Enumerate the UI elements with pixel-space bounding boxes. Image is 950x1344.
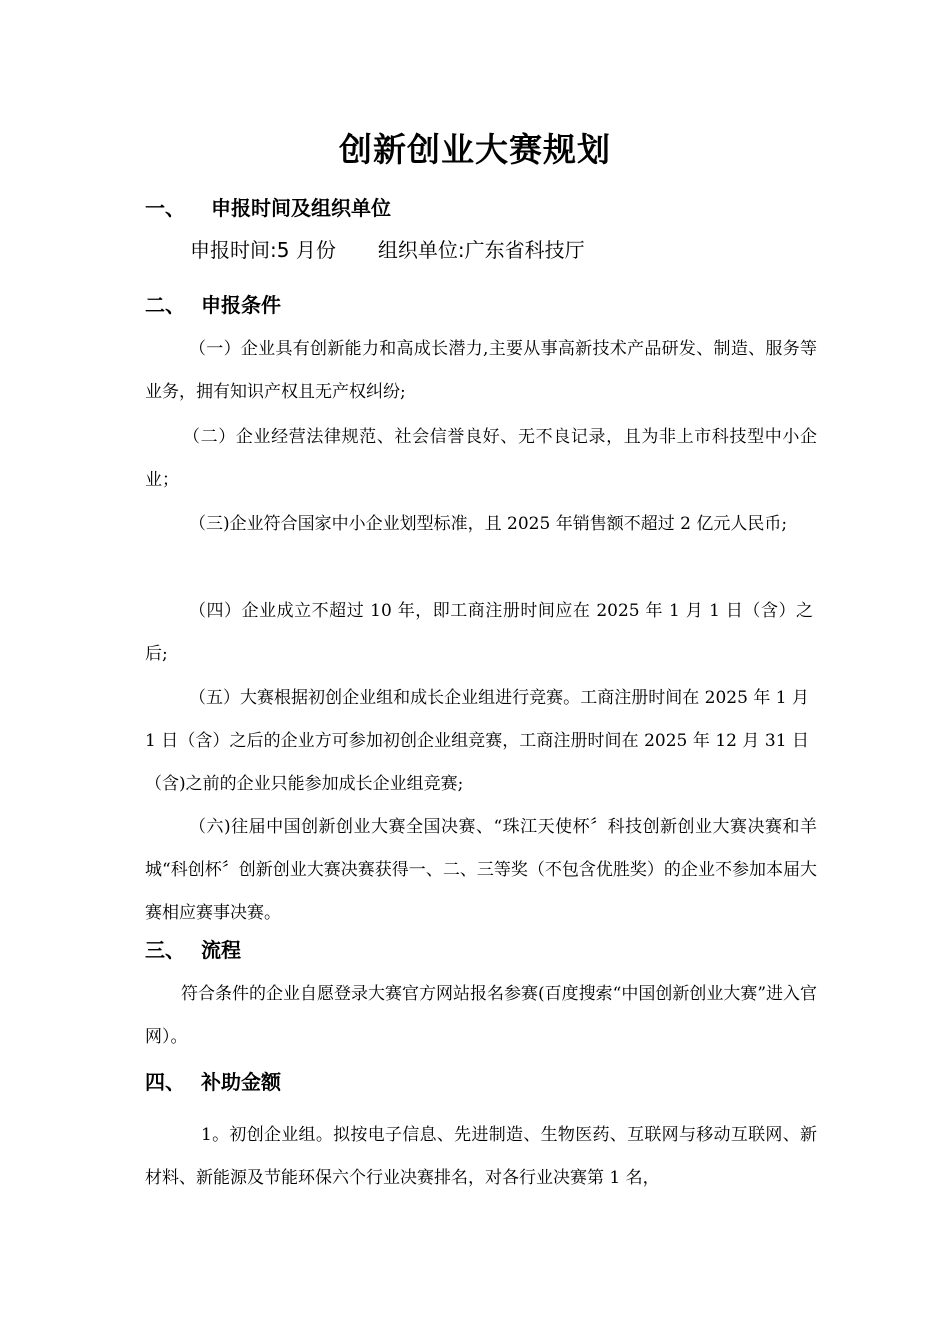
section-title-4: 补助金额 [201,1070,281,1094]
document-title: 创新创业大赛规划 [339,130,611,169]
section-heading-2 [145,290,281,320]
section-heading-4 [145,1067,281,1097]
condition-5: （五）大赛根据初创企业组和成长企业组进行竞赛。工商注册时间在 2025 年 1 月 1 日（含）之后的企业方可参加初创企业组竞赛，工商注册时间在 2025 年 12 月 31 日（含)之前的企业只能参加成长企业组竞赛; [145,688,809,794]
section-title-3: 流程 [201,938,241,962]
condition-3: （三)企业符合国家中小企业划型标准，且 2025 年销售额不超过 2 亿元人民币; [189,514,788,534]
condition-4: （四）企业成立不超过 10 年，即工商注册时间应在 2025 年 1 月 1 日（含）之后; [145,601,813,664]
process-paragraph: 符合条件的企业自愿登录大赛官方网站报名参赛(百度搜索“中国创新创业大赛”进入官网）。 [145,984,818,1047]
condition-1: （一）企业具有创新能力和高成长潜力,主要从事高新技术产品研发、制造、服务等业务，拥有知识产权且无产权纠纷; [145,339,817,402]
section-title-1: 申报时间及组织单位 [211,196,391,220]
section-title-2: 申报条件 [201,293,281,317]
condition-6: （六)往届中国创新创业大赛全国决赛、“珠江天使杯〞科技创新创业大赛决赛和羊城“科创杯〞创新创业大赛决赛获得一、二、三等奖（不包含优胜奖）的企业不参加本届大赛相应赛事决赛。 [145,817,817,923]
funding-paragraph: 1。初创企业组。拟按电子信息、先进制造、生物医药、互联网与移动互联网、新材料、新能源及节能环保六个行业决赛排名，对各行业决赛第 1 名， [145,1125,817,1188]
section-number-1: 一、 [145,196,185,220]
application-time: 申报时间:5 月份 [190,238,336,262]
section-heading-3 [145,935,241,965]
section-number-4: 四、 [145,1070,185,1094]
section-heading-1 [145,193,391,223]
organizer: 组织单位:广东省科技厅 [377,238,585,262]
section-number-2: 二、 [145,293,185,317]
section-number-3: 三、 [145,938,185,962]
application-meta [190,235,585,265]
condition-2: （二）企业经营法律规范、社会信誉良好、无不良记录，且为非上市科技型中小企业； [145,427,817,490]
